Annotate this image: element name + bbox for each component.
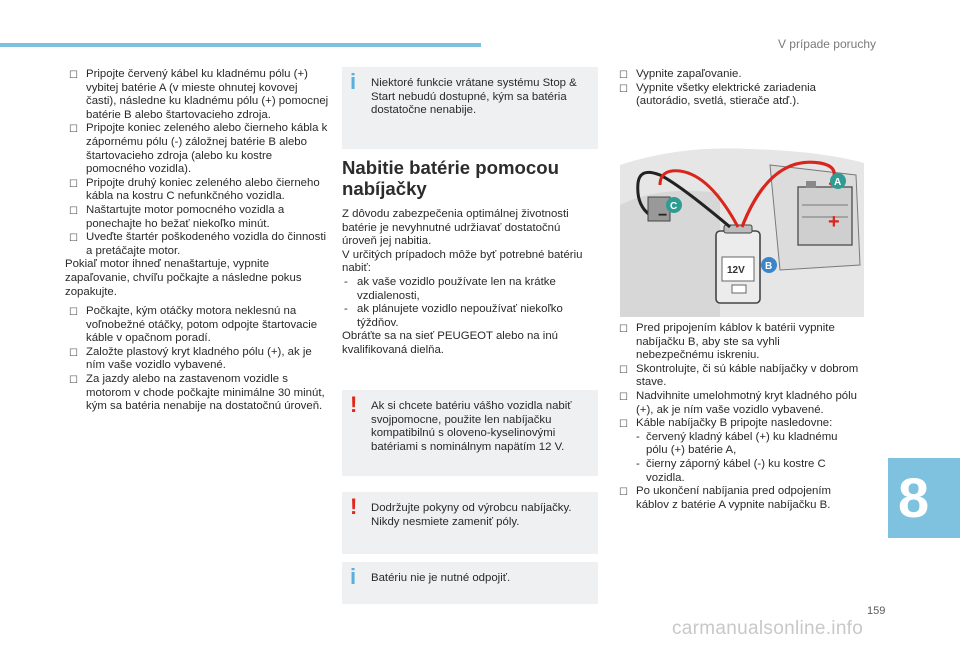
- checkbox-bullet-icon: ☐: [619, 83, 628, 95]
- checkbox-bullet-icon: ☐: [619, 324, 628, 335]
- list-item: ☐ Pripojte červený kábel ku kladnému pólu (+) vybitej batérie A (v mieste ohnutej kovovej časti), následne ku kladnému pólu (+) pomocnej batérie B alebo štartovacieho zdroja.: [69, 68, 329, 121]
- minus-sign: −: [658, 207, 668, 224]
- list-item: ☐ Vypnite zapaľovanie.: [619, 68, 742, 81]
- checkbox-bullet-icon: ☐: [69, 70, 78, 81]
- plus-sign: +: [828, 211, 840, 233]
- info-icon: i: [350, 69, 357, 94]
- checkbox-bullet-icon: ☐: [69, 375, 78, 387]
- label-b: B: [765, 261, 773, 272]
- list-item: ☐ Naštartujte motor pomocného vozidla a ponechajte ho bežať niekoľko minút.: [69, 203, 285, 230]
- list-item: ☐ Nadvihnite umelohmotný kryt kladného pólu (+), ak je ním vaše vozidlo vybavené.: [619, 389, 857, 416]
- list-item: ☐ Za jazdy alebo na zastavenom vozidle s motorom v chode počkajte minimálne 30 minút, kým sa batéria nenabije na dostatočnú úroveň.: [69, 373, 325, 413]
- paragraph: V určitých prípadoch môže byť potrebné batériu nabiť:: [342, 248, 583, 275]
- label-c: C: [670, 201, 678, 212]
- section-heading: Nabitie batérie pomocou nabíjačky: [342, 157, 559, 199]
- watermark: carmanualsonline.info: [672, 618, 864, 639]
- checkbox-bullet-icon: ☐: [69, 233, 78, 245]
- checkbox-bullet-icon: ☐: [69, 124, 78, 136]
- checkbox-bullet-icon: ☐: [69, 205, 78, 217]
- column-steps-top: [615, 68, 860, 109]
- list-item: ☐ Pred pripojením káblov k batérii vypnite nabíjačku B, aby ste sa vyhli nebezpečnému iskreniu.: [619, 322, 835, 362]
- checkbox-bullet-icon: ☐: [69, 178, 78, 190]
- info-icon: i: [350, 564, 357, 589]
- battery-charger-diagram: [620, 145, 864, 317]
- checkbox-bullet-icon: ☐: [619, 419, 628, 431]
- sub-list-item: - čierny záporný kábel (-) ku kostre C vozidla.: [636, 457, 826, 484]
- chapter-tab: 8: [888, 458, 960, 538]
- list-item: ☐ Po ukončení nabíjania pred odpojením káblov z batérie A vypnite nabíjačku B.: [619, 485, 832, 511]
- list-item: ☐ Vypnite všetky elektrické zariadenia (autorádio, svetlá, stierače atď.).: [619, 81, 817, 108]
- warning-exclamation-icon: !: [350, 392, 358, 417]
- warning-note-2: ! Dodržujte pokyny od výrobcu nabíjačky. Nikdy nesmiete zameniť póly.: [342, 492, 598, 554]
- section-title: V prípade poruchy: [777, 37, 876, 51]
- paragraph: Z dôvodu zabezpečenia optimálnej životnosti batérie je nevyhnutné udržiavať dostatočnú úroveň jej nabitia.: [342, 208, 569, 248]
- list-item: ☐ Pripojte druhý koniec zeleného alebo čierneho kábla na kostru C nefunkčného vozidla.: [69, 176, 320, 203]
- page-number: 159: [867, 605, 886, 617]
- label-a: A: [834, 177, 842, 188]
- list-item: ☐ Založte plastový kryt kladného pólu (+), ak je ním vaše vozidlo vybavené.: [69, 345, 312, 372]
- checkbox-bullet-icon: ☐: [619, 391, 628, 403]
- battery-charger-illustration: [620, 145, 864, 317]
- column-jump-start: [65, 68, 329, 414]
- checkbox-bullet-icon: ☐: [619, 487, 628, 499]
- checkbox-bullet-icon: ☐: [69, 347, 78, 359]
- list-item: ☐ Pripojte koniec zeleného alebo čierneho kábla k zápornému pólu (-) záložnej batérie B alebo štartovacieho zdroja (alebo ku kostre pomocného vozidla).: [69, 122, 328, 176]
- checkbox-bullet-icon: ☐: [619, 70, 628, 81]
- charger-voltage-label: 12V: [727, 265, 745, 276]
- list-item: ☐ Počkajte, kým otáčky motora neklesnú na voľnobežné otáčky, potom odpojte štartovacie káble v opačnom poradí.: [69, 305, 318, 345]
- list-item: ☐ Uveďte štartér poškodeného vozidla do činnosti a pretáčajte motor.: [69, 231, 327, 257]
- paragraph: Pokiaľ motor ihneď nenaštartuje, vypnite zapaľovanie, chvíľu počkajte a následne pokus zopakujte.: [65, 258, 302, 298]
- warning-exclamation-icon: !: [350, 494, 358, 519]
- info-note-bottom: i Batériu nie je nutné odpojiť.: [342, 562, 598, 604]
- sub-list-item: - červený kladný kábel (+) ku kladnému pólu (+) batérie A,: [636, 430, 838, 457]
- checkbox-bullet-icon: ☐: [69, 307, 78, 319]
- charging-text: [342, 208, 598, 358]
- list-item: - ak vaše vozidlo používate len na krátke vzdialenosti,: [344, 275, 556, 302]
- list-item: - ak plánujete vozidlo nepoužívať niekoľko týždňov.: [344, 303, 563, 329]
- list-item: ☐ Skontrolujte, či sú káble nabíjačky v dobrom stave.: [619, 362, 859, 389]
- info-note-top: i Niektoré funkcie vrátane systému Stop & Start nebudú dostupné, kým sa batéria dostatočne nenabije.: [342, 67, 598, 149]
- header-accent-bar: [0, 43, 481, 47]
- checkbox-bullet-icon: ☐: [619, 364, 628, 376]
- paragraph: Obráťte sa na sieť PEUGEOT alebo na inú kvalifikovaná dielňa.: [342, 330, 559, 356]
- column-steps-bottom: [615, 322, 860, 512]
- list-item: ☐ Káble nabíjačky B pripojte nasledovne:: [619, 417, 833, 431]
- warning-note-1: ! Ak si chcete batériu vášho vozidla nabiť svojpomocne, použite len nabíjačku kompatibilnú s oloveno-kyselinovými batériami s nominálnym napätím 12 V.: [342, 390, 598, 476]
